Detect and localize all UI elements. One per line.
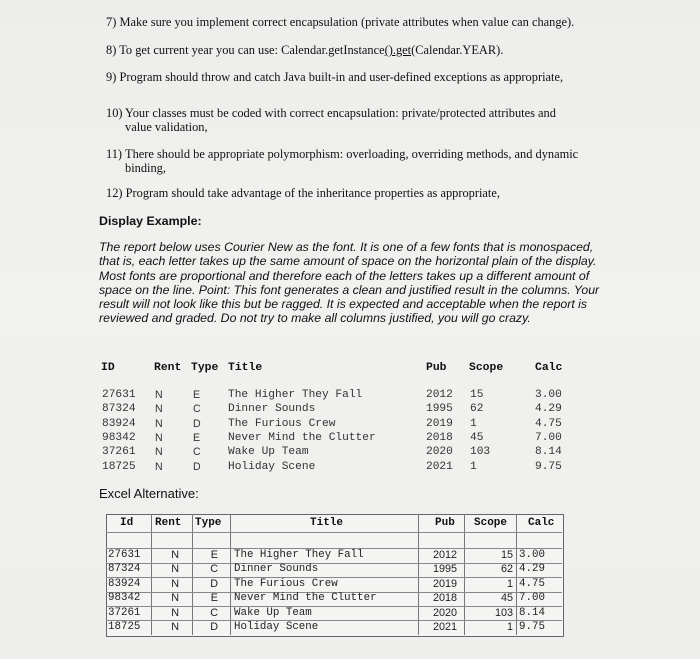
report-header-id: ID [101, 362, 115, 374]
display-example-heading: Display Example: [99, 214, 202, 228]
report-cell-pub: 2021 [426, 460, 453, 473]
excel-cell-title: Wake Up Team [234, 606, 312, 619]
excel-cell-type: E [210, 549, 218, 561]
requirement-text: Make sure you implement correct encapsulation (private attributes when value can change). [119, 15, 575, 29]
excel-header-scope: Scope [474, 517, 508, 529]
requirement-text: To get current year you can use: Calendar.getInstance [119, 43, 385, 57]
report-cell-pub: 2019 [426, 417, 453, 430]
excel-cell-calc: 7.00 [519, 592, 545, 605]
excel-cell-rent: N [171, 592, 179, 605]
excel-cell-calc: 3.00 [519, 549, 545, 561]
excel-cell-rent: N [171, 621, 179, 633]
report-cell-rent: N [155, 417, 163, 430]
excel-header-id: Id [120, 517, 134, 529]
requirement-text-end: (Calendar.YEAR). [411, 43, 504, 57]
requirement-number: 11) [106, 147, 123, 161]
excel-cell-pub: 2019 [432, 577, 457, 590]
report-cell-calc: 8.14 [535, 446, 562, 459]
excel-header-title: Title [310, 517, 344, 529]
report-cell-type: D [193, 417, 201, 430]
excel-cell-rent: N [171, 577, 179, 590]
report-header-pub: Pub [426, 362, 447, 374]
excel-cell-rent: N [171, 606, 179, 619]
excel-cell-id: 18725 [108, 621, 141, 633]
report-cell-type: C [193, 403, 201, 416]
report-header-rent: Rent [154, 362, 182, 374]
requirement-11 [106, 147, 581, 175]
excel-cell-rent: N [171, 549, 179, 561]
report-header-title: Title [228, 362, 263, 374]
excel-cell-pub: 2018 [432, 592, 457, 605]
report-cell-id: 87324 [102, 403, 136, 416]
report-cell-id: 98342 [102, 431, 136, 444]
requirement-number: 9) [106, 70, 117, 84]
excel-cell-pub: 2021 [432, 621, 457, 633]
excel-cell-scope: 103 [494, 606, 513, 619]
report-cell-calc: 7.00 [535, 431, 562, 444]
report-cell-rent: N [155, 403, 163, 416]
excel-cell-pub: 2020 [432, 606, 457, 619]
excel-row-divider [106, 532, 562, 533]
report-cell-id: 83924 [102, 417, 136, 430]
excel-cell-id: 98342 [108, 592, 141, 605]
excel-cell-title: Never Mind the Clutter [234, 592, 377, 605]
report-cell-title: Never Mind the Clutter [228, 431, 376, 444]
excel-cell-calc: 4.75 [519, 577, 545, 590]
excel-cell-calc: 8.14 [519, 606, 545, 619]
excel-header-type: Type [195, 517, 222, 529]
excel-cell-title: Dinner Sounds [234, 563, 319, 576]
report-header-scope: Scope [469, 362, 504, 374]
report-cell-scope: 15 [470, 389, 484, 401]
report-cell-scope: 45 [470, 431, 484, 444]
excel-cell-title: The Higher They Fall [234, 549, 364, 561]
report-cell-scope: 1 [470, 460, 477, 473]
excel-cell-pub: 2012 [432, 549, 457, 561]
report-cell-title: Dinner Sounds [228, 403, 316, 416]
report-cell-type: E [193, 431, 201, 444]
requirement-text: Program should take advantage of the inheritance properties as appropriate, [125, 186, 500, 200]
report-cell-pub: 2018 [426, 431, 453, 444]
excel-cell-scope: 15 [500, 549, 513, 561]
requirement-number: 8) [106, 43, 117, 57]
excel-cell-id: 87324 [108, 563, 141, 576]
requirement-8 [106, 43, 503, 58]
excel-cell-calc: 9.75 [519, 621, 545, 633]
excel-header-pub: Pub [435, 517, 455, 529]
report-cell-calc: 3.00 [535, 389, 562, 401]
requirement-10 [106, 106, 581, 134]
report-cell-calc: 9.75 [535, 460, 562, 473]
requirement-number: 7) [106, 15, 117, 29]
excel-cell-type: E [210, 592, 218, 605]
requirement-text: Program should throw and catch Java built-in and user-defined exceptions as appropriate, [119, 70, 564, 84]
report-cell-rent: N [155, 460, 163, 473]
report-cell-title: Holiday Scene [228, 460, 316, 473]
report-cell-type: E [193, 389, 201, 401]
report-cell-title: The Higher They Fall [228, 389, 363, 401]
excel-cell-scope: 1 [506, 621, 513, 633]
requirement-7 [106, 15, 574, 30]
report-cell-rent: N [155, 431, 163, 444]
excel-cell-id: 27631 [108, 549, 141, 561]
report-cell-rent: N [155, 446, 163, 459]
requirement-9 [106, 70, 563, 85]
report-cell-title: The Furious Crew [228, 417, 336, 430]
excel-cell-id: 37261 [108, 606, 141, 619]
excel-alternative-heading: Excel Alternative: [99, 486, 199, 501]
excel-cell-scope: 62 [500, 563, 513, 576]
excel-cell-pub: 1995 [432, 563, 457, 576]
report-cell-scope: 1 [470, 417, 477, 430]
requirement-text: There should be appropriate polymorphism: overloading, overriding methods, and dynamic binding, [125, 147, 579, 175]
report-cell-pub: 1995 [426, 403, 453, 416]
report-cell-id: 18725 [102, 460, 136, 473]
report-cell-pub: 2012 [426, 389, 453, 401]
requirement-text: Your classes must be coded with correct encapsulation: private/protected attributes and value validation, [125, 106, 556, 134]
requirement-number: 12) [106, 186, 123, 200]
excel-cell-type: C [210, 606, 218, 619]
report-cell-title: Wake Up Team [228, 446, 309, 459]
requirement-number: 10) [106, 106, 123, 120]
report-cell-calc: 4.29 [535, 403, 562, 416]
courier-note-paragraph: The report below uses Courier New as the font. It is one of a few fonts that is monospaced, that is, each letter takes up the same amount of space on the horizontal plain of the display. Most fonts are proportional and therefore each of the letters takes up a different amount of space on the line. Point: This font generates a clean and justified result in the columns. Your result will not look like this but be ragged. It is expected and acceptable when the report is reviewed and graded. Do not try to make all columns justified, you will go crazy. [99, 240, 600, 326]
excel-header-calc: Calc [528, 517, 555, 529]
excel-cell-rent: N [171, 563, 179, 576]
excel-cell-scope: 45 [500, 592, 513, 605]
report-cell-type: D [193, 460, 201, 473]
requirement-underlined-text: ().get [384, 43, 412, 57]
report-cell-pub: 2020 [426, 446, 453, 459]
report-cell-id: 37261 [102, 446, 136, 459]
report-cell-scope: 62 [470, 403, 484, 416]
excel-cell-type: C [210, 563, 218, 576]
report-cell-rent: N [155, 389, 163, 401]
excel-cell-id: 83924 [108, 577, 141, 590]
report-header-calc: Calc [535, 362, 563, 374]
excel-cell-type: D [210, 577, 218, 590]
excel-cell-title: Holiday Scene [234, 621, 319, 633]
excel-cell-type: D [210, 621, 218, 633]
report-cell-id: 27631 [102, 389, 136, 401]
excel-header-rent: Rent [155, 517, 182, 529]
report-cell-scope: 103 [470, 446, 491, 459]
excel-cell-scope: 1 [506, 577, 513, 590]
excel-cell-title: The Furious Crew [234, 577, 338, 590]
report-header-type: Type [191, 362, 219, 374]
report-cell-calc: 4.75 [535, 417, 562, 430]
report-cell-type: C [193, 446, 201, 459]
requirement-12 [106, 186, 500, 201]
excel-cell-calc: 4.29 [519, 563, 545, 576]
